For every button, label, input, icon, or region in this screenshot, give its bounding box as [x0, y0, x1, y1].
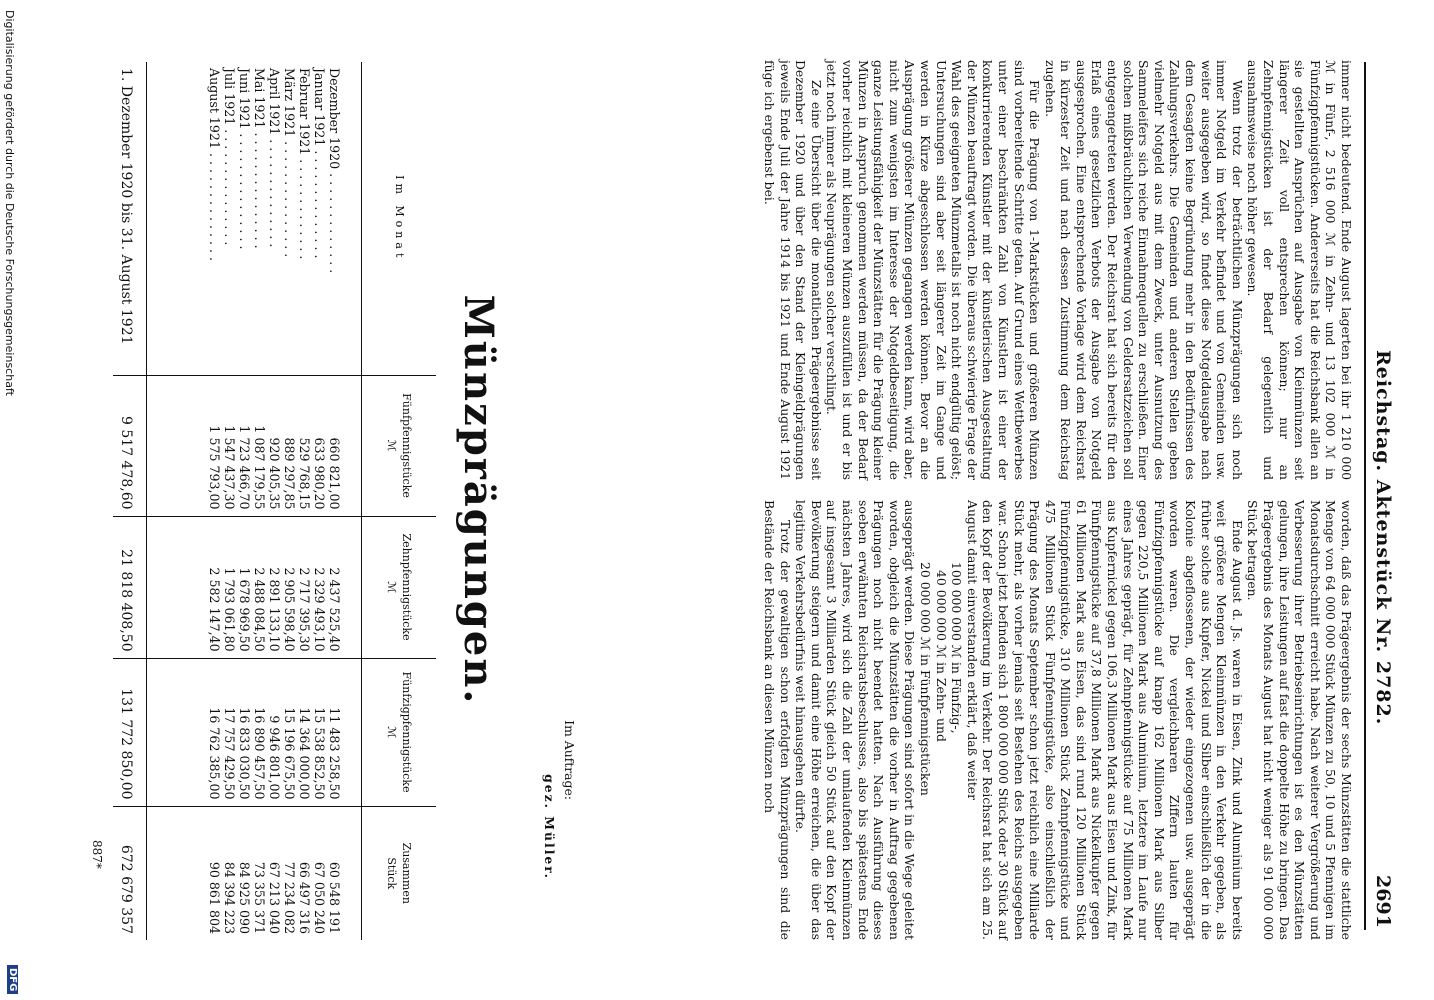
total-label: 1. Dezember 1920 bis 31. August 1921	[113, 62, 147, 375]
value-cell: 16 762 385,00	[207, 658, 222, 806]
text-column-right	[761, 500, 1354, 940]
value-cell: 73 355 371	[252, 861, 267, 934]
value-cell: 66 497 316	[297, 861, 312, 934]
header-fifty-pfennig: Fünfzigpfennigstücke ℳ	[362, 658, 436, 806]
header-five-pfennig: Fünfpfennigstücke ℳ	[362, 375, 436, 516]
total-value: 9 517 478,60	[113, 375, 147, 516]
value-cell: 17 757 429,50	[222, 658, 237, 806]
month-cell: Februar 1921 . . . . . . . . . . . . .	[297, 62, 312, 375]
value-cell: 920 405,35	[267, 375, 282, 516]
dfg-logo-badge: DFG	[7, 965, 18, 994]
paragraph: ausgeprägt werden. Diese Prägungen sind sofort in die Wege geleitet worden, obgleich die Münzstätten die vorher in Auftrag gegebenen Prägungen noch nicht beendet hatten. Nach Ausführung dieses soeben erwähnten Reichsratsbeschlusses, also bis spätestens Ende nächsten Jahres, wird sich die Zahl der umlaufenden Kleinmünzen auf insgesamt 3 Milliarden Stück gleich 50 Stück auf den Kopf der Bevölkerung steigern und damit eine Höhe erreichen, die über das legitime Verkehrsbedürfnis weit hinausgehen dürfte.	[793, 500, 918, 940]
paragraph: Ze eine Übersicht über die monatlichen Prägeergebnisse seit Dezember 1920 und über den Stand der Kleingeldprägungen jeweils Ende Juli der Jahre 1914 bis 1921 und Ende August 1921 füge ich ergebenst bei.	[762, 60, 824, 480]
signature-name: gez. Müller.	[542, 774, 557, 880]
month-cell: August 1921 . . . . . . . . . . . . . .	[207, 62, 222, 375]
total-value: 21 818 408,50	[113, 516, 147, 658]
header-rule	[1364, 62, 1366, 930]
value-cell: 1 723 466,70	[237, 375, 252, 516]
month-cell: März 1921 . . . . . . . . . . . . . . .	[282, 62, 297, 375]
value-cell: 2 905 598,40	[282, 516, 297, 658]
value-cell: 15 538 852,50	[312, 658, 327, 806]
value-cell: 67 050 240	[312, 861, 327, 934]
value-cell: 14 364 000,00	[297, 658, 312, 806]
value-cell: 15 196 675,50	[282, 658, 297, 806]
paragraph: Für die Prägung von 1-Markstücken und größeren Münzen sind vorbereitende Schritte getan. Auf Grund eines Wettbewerbes unter einer beschränkten Zahl von Künstlern ist einer der konkurrierenden Künstler mit der künstlerischen Ausgestaltung der Münzen beauftragt worden. Die überaus schwierige Frage der Wahl des geeigneten Münzmetalls ist noch nicht endgültig gelöst; Untersuchungen sind aber seit längerer Zeit im Gange und werden in Kürze abgeschlossen werden können. Bevor an die Ausprägung größerer Münzen gegangen werden kann, wird aber, nicht zum wenigsten im Interesse der Notgeldbeseitigung, die ganze Leistungsfähigkeit der Münzstätten für die Prägung kleiner Münzen in Anspruch genommen werden müssen, da der Bedarf vorher reichlich mit kleineren Münzen auszufüllen ist und er bis jetzt noch immer als Neuprägungen solcher verschlingt.	[824, 60, 1043, 480]
header-ten-pfennig: Zehnpfennigstücke ℳ	[362, 516, 436, 658]
value-cell: 1 087 179,55	[252, 375, 267, 516]
table-row	[312, 62, 327, 940]
paragraph: worden, daß das Prägeergebnis der sechs Münzstätten die stattliche Menge von 64 000 000 Stück Münzen zu 50, 10 und 5 Pfennigen im Monatsdurchschnitt erreicht habe. Nach weiterer Vergrößerung und Verbesserung ihrer Betriebseinrichtungen ist es den Münzstätten gelungen, ihre Leistungen auf fast die doppelte Höhe zu bringen. Das Prägeergebnis des Monats August hat nicht weniger als 91 000 000 Stück betragen.	[1245, 500, 1354, 940]
month-cell: Dezember 1920 . . . . . . . . . . . . .	[327, 62, 342, 375]
value-cell: 660 821,00	[327, 375, 342, 516]
table-row	[267, 62, 282, 940]
value-cell: 9 946 801,00	[267, 658, 282, 806]
mint-statistics-table	[113, 62, 436, 940]
value-cell: 84 394 223	[222, 861, 237, 934]
value-cell: 90 861 804	[207, 861, 222, 934]
paragraph: Trotz der gewaltigen schon erfolgten Münzprägungen sind die Bestände der Reichsbank an diesen Münzen noch	[762, 500, 793, 940]
table-total-row	[113, 62, 147, 940]
value-cell: 1 793 061,80	[222, 516, 237, 658]
value-cell: 84 925 090	[237, 861, 252, 934]
month-cell: April 1921 . . . . . . . . . . . . . .	[267, 62, 282, 375]
header-month: Im Monat	[362, 62, 436, 375]
paragraph: Wenn trotz der beträchtlichen Münzprägungen sich noch immer Notgeld im Verkehr befindet und von Gemeinden usw. weiter ausgegeben wird, so findet diese Notgeldausgabe nach dem Gesagten keine Begründung mehr in den Bedürfnissen des Zahlungsverkehrs. Die Gemeinden und anderen Stellen geben vielmehr Notgeld aus mit dem Zweck, unter Ausnutzung des Sammeleifers sich reiche Einnahmequellen zu erschließen. Einer solchen mißbräuchlichen Verwendung von Geldersatzzeichen soll entgegengetreten werden. Der Reichsrat hat sich bereits für den Erlaß eines gesetzlichen Verbots der Ausgabe von Notgeld ausgesprochen. Eine entsprechende Vorlage wird dem Reichsrat in kürzester Zeit und nach dessen Zustimmung dem Reichstag zugehen.	[1042, 60, 1245, 480]
table-row	[327, 62, 342, 940]
value-cell: 60 548 191	[327, 861, 342, 934]
table-row	[252, 62, 267, 940]
value-cell: 11 483 258,50	[327, 658, 342, 806]
month-cell: Juli 1921 . . . . . . . . . . . . . . .	[222, 62, 237, 375]
table-row	[282, 62, 297, 940]
month-cell: Juni 1921 . . . . . . . . . . . . . . .	[237, 62, 252, 375]
header-total-pieces: Zusammen Stück	[362, 806, 436, 940]
value-cell: 2 717 395,30	[297, 516, 312, 658]
signature-label: Im Auftrage:	[562, 720, 577, 800]
value-cell: 2 582 147,40	[207, 516, 222, 658]
text-column-left	[761, 60, 1354, 480]
total-value: 131 772 850,00	[113, 658, 147, 806]
paragraph: Ende August d. Js. waren in Eisen, Zink und Aluminium bereits weit größere Mengen Kleinmünzen in den Verkehr gegeben, als früher solche aus Kupfer, Nickel und Silber einschließlich der in die Kolonie abgeflossenen, der wieder eingezogenen usw. ausgeprägt worden waren. Die vergleichbaren Ziffern lauten für Fünfzigpfennigstücke auf knapp 162 Millionen Mark aus Silber gegen 220,5 Millionen Mark aus Aluminium, letztere im Laufe nur eines Jahres geprägt, für Zehnpfennigstücke auf 75 Millionen Mark aus Kupfernickel gegen 106,3 Millionen Mark aus Eisen und Zink, für Fünfpfennigstücke auf 37,8 Millionen Mark aus Nickelkupfer gegen 61 Millionen Mark aus Eisen, das sind rund 120 Millionen Stück Fünfzigpfennigstücke, 310 Millionen Stück Zehnpfennigstücke und 475 Millionen Stück Fünfpfennigstücke, also einschließlich der Prägung des Monats September schon jetzt reichlich eine Milliarde Stück mehr, als vorher jemals seit Bestehen des Reichs ausgegeben war. Schon jetzt befinden sich 1 800 000 000 Stück oder 30 Stück auf den Kopf der Bevölkerung im Verkehr. Der Reichsrat hat sich am 25. August damit einverstanden erklärt, daß weiter	[964, 500, 1245, 940]
signature-block	[539, 500, 579, 880]
value-cell: 1 575 793,00	[207, 375, 222, 516]
page-number-header: 2691	[1372, 875, 1394, 928]
value-cell: 2 891 133,10	[267, 516, 282, 658]
value-cell: 889 297,85	[282, 375, 297, 516]
month-cell: Januar 1921 . . . . . . . . . . . . . .	[312, 62, 327, 375]
table-row	[297, 62, 312, 940]
value-cell: 16 833 030,50	[237, 658, 252, 806]
table-row	[222, 62, 237, 940]
running-header-title: Reichstag. Aktenstück Nr. 2782.	[1372, 350, 1394, 726]
value-cell: 1 547 437,30	[222, 375, 237, 516]
value-cell: 2 488 084,50	[252, 516, 267, 658]
value-cell: 77 234 082	[282, 861, 297, 934]
amount-line: 100 000 000 ℳ in Fünfzig-,	[949, 562, 965, 734]
value-cell: 1 678 969,50	[237, 516, 252, 658]
value-cell: 67 213 040	[267, 861, 282, 934]
total-value: 672 679 357	[113, 806, 147, 940]
value-cell: 16 890 457,50	[252, 658, 267, 806]
value-cell: 2 437 525,40	[327, 516, 342, 658]
paragraph: immer nicht bedeutend. Ende August lagerten bei ihr 1 210 000 ℳ in Fünf-, 2 516 000 ℳ in Zehn- und 13 102 000 ℳ in Fünfzigpfennigstücken. Andererseits hat die Reichsbank allen an sie gestellten Ansprüchen auf Ausgabe von Kleinmünzen seit längerer Zeit voll entsprechen können; nur an Zehnpfennigstücken ist der Bedarf gelegentlich und ausnahmsweise noch höher gewesen.	[1245, 60, 1354, 480]
value-cell: 2 329 493,10	[312, 516, 327, 658]
amount-line: 40 000 000 ℳ in Zehn- und	[933, 570, 949, 742]
amount-line: 20 000 000 ℳ in Fünfpfennigstücken	[917, 562, 933, 796]
value-cell: 529 768,15	[297, 375, 312, 516]
month-cell: Mai 1921 . . . . . . . . . . . . . . .	[252, 62, 267, 375]
digitization-note: Digitalisierung gefördert durch die Deutsche Forschungsgemeinschaft	[3, 10, 16, 396]
value-cell: 633 980,20	[312, 375, 327, 516]
page-number-footer: 887*	[90, 840, 104, 869]
section-title: Münzprägungen.	[455, 294, 502, 706]
table-row	[207, 62, 222, 940]
table-row	[237, 62, 252, 940]
